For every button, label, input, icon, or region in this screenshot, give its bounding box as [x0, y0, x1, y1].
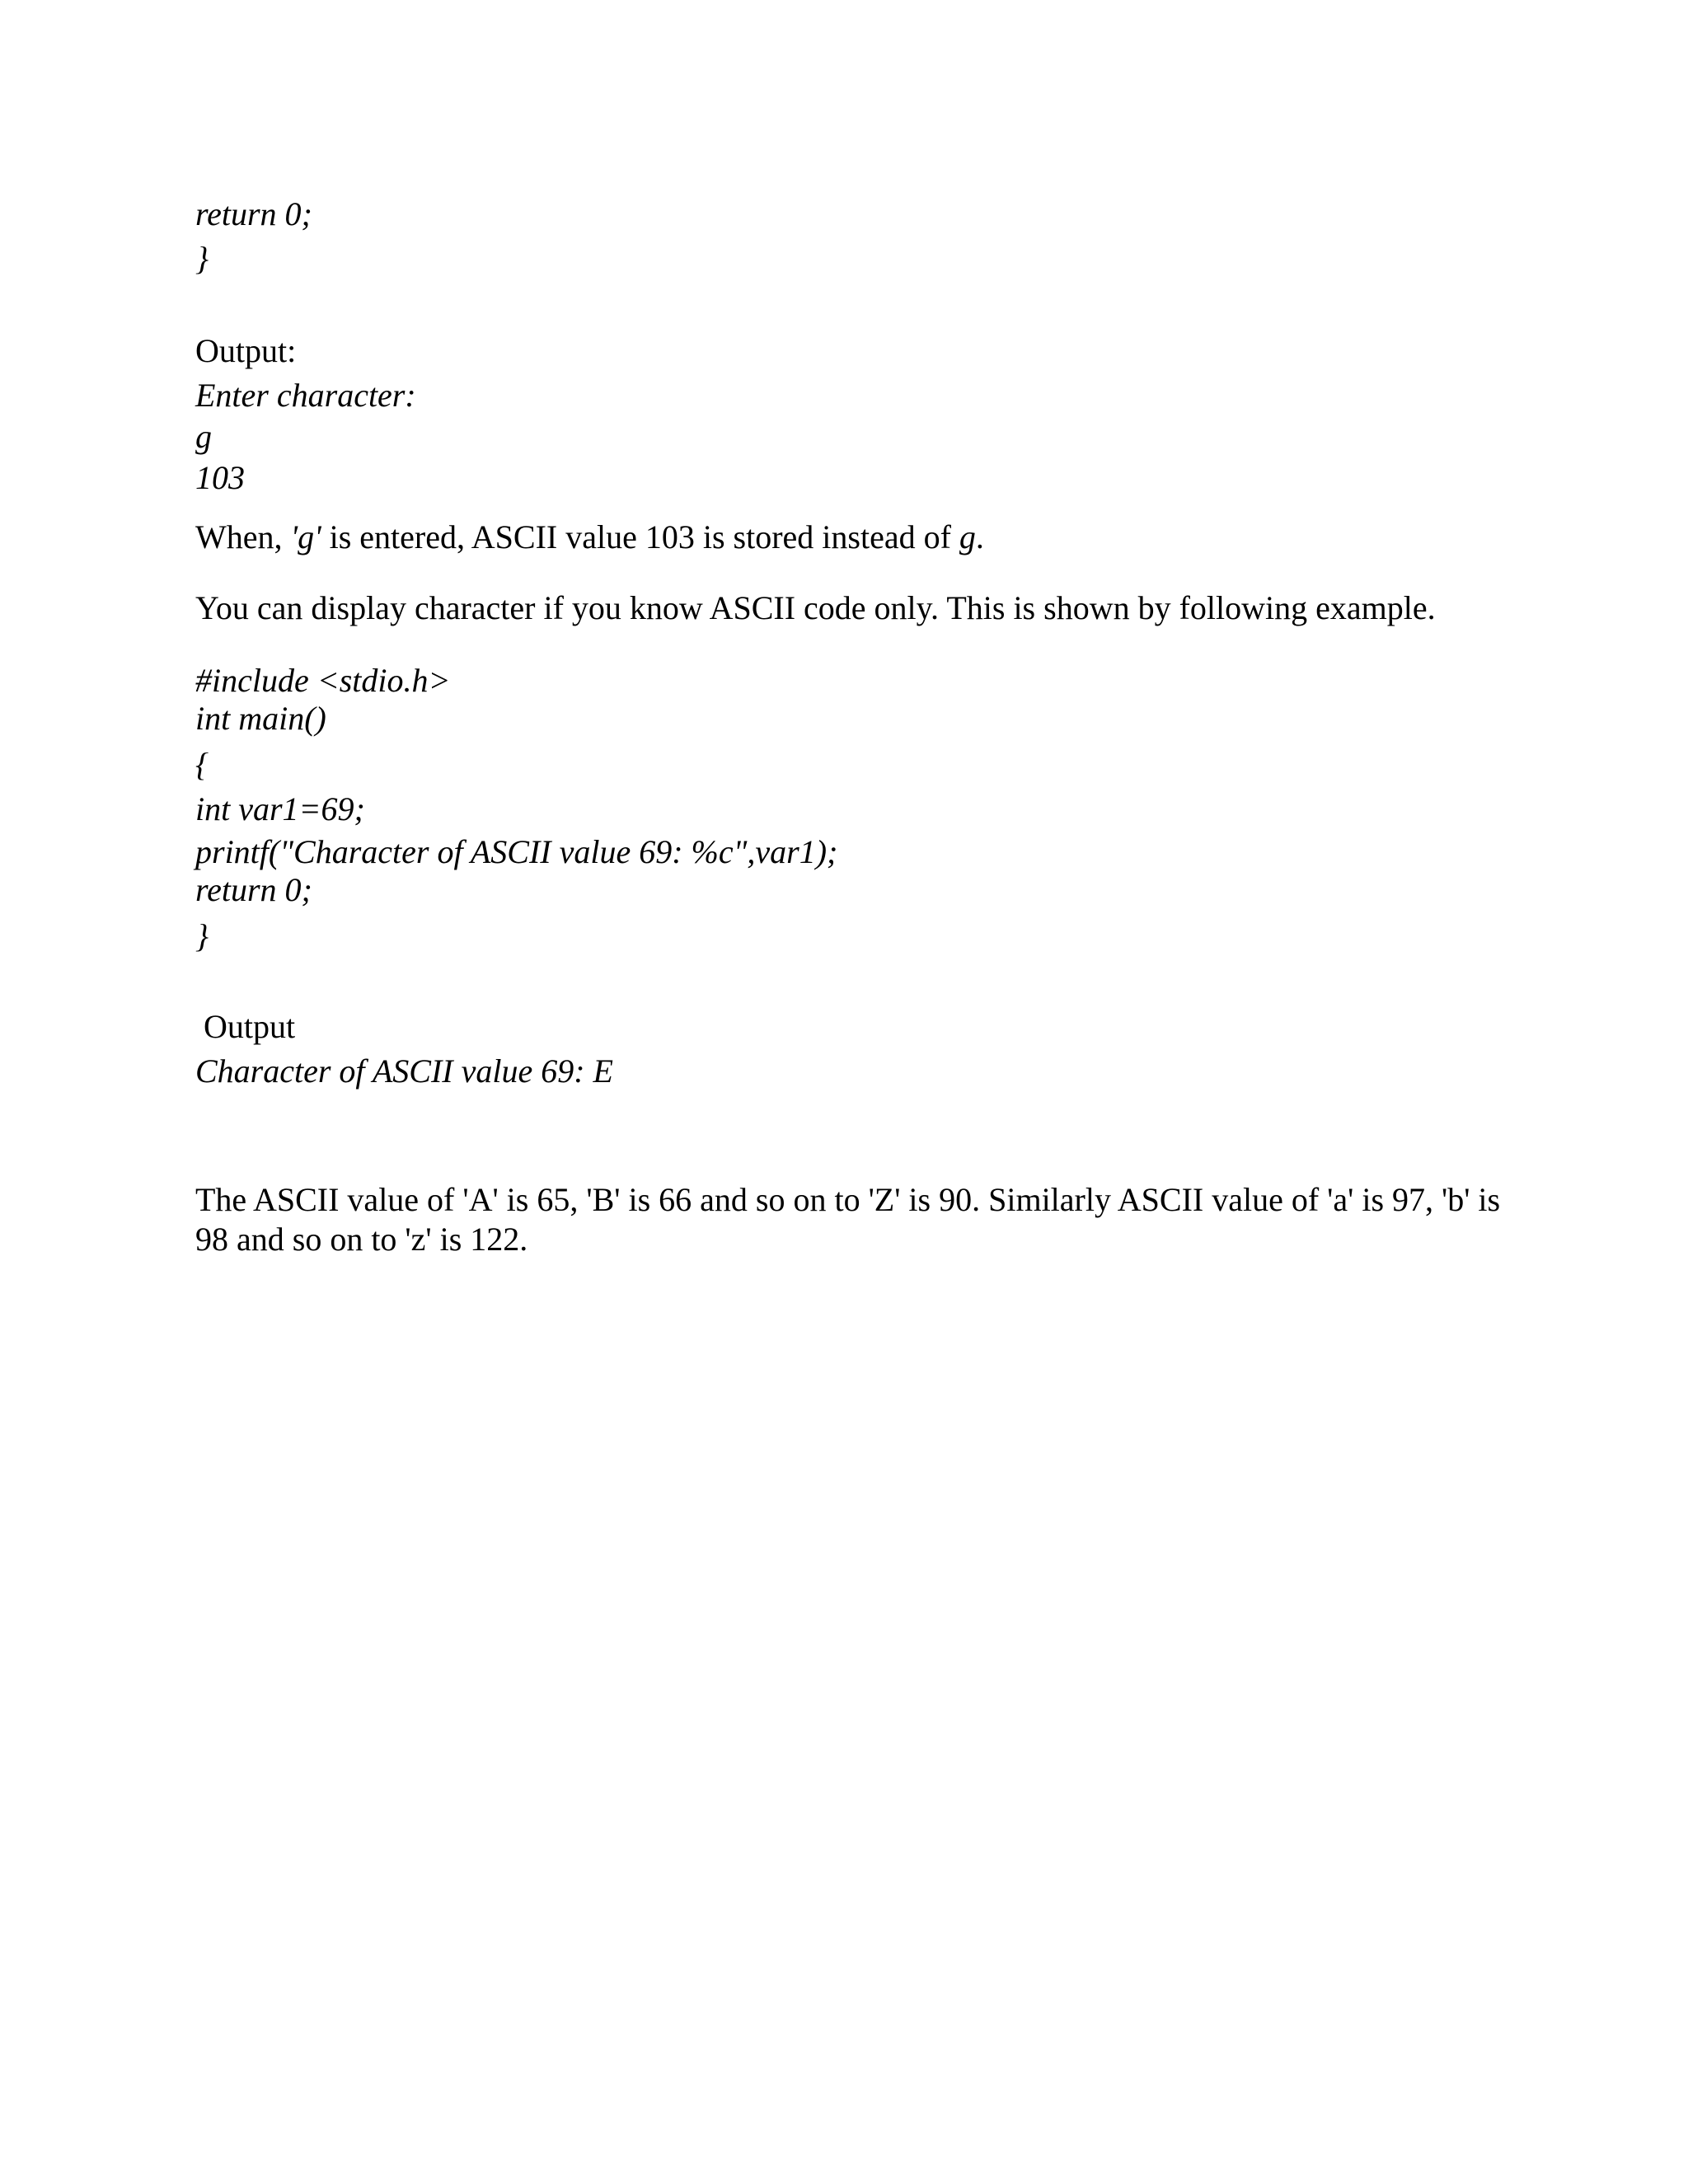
output-label: Output:: [195, 332, 297, 369]
example-code-declaration: int var1=69;: [195, 790, 365, 827]
explanation-text-1: When,: [195, 518, 291, 555]
output-2-line: Character of ASCII value 69: E: [195, 1052, 613, 1090]
example-code-open-brace: {: [195, 746, 209, 783]
output-2-label: Output: [195, 1008, 296, 1045]
explanation-char-quoted: 'g': [290, 518, 321, 555]
example-code-printf: printf("Character of ASCII value 69: %c",var1);: [195, 833, 838, 870]
example-code-include: #include <stdio.h>: [195, 662, 451, 699]
output-line-prompt: Enter character:: [195, 377, 416, 414]
explanation-paragraph: [195, 518, 984, 557]
summary-paragraph: The ASCII value of 'A' is 65, 'B' is 66 and so on to 'Z' is 90. Similarly ASCII value of 'a' is 97, 'b' is 98 and so on to 'z' is 122.: [195, 1181, 1501, 1258]
output-line-input: g: [195, 418, 212, 455]
intro-paragraph: You can display character if you know ASCII code only. This is shown by following example.: [195, 589, 1436, 626]
code-tail-return: return 0;: [195, 195, 312, 232]
example-code-main: int main(): [195, 700, 326, 737]
explanation-char: g: [959, 518, 976, 555]
code-tail-closing-brace: }: [195, 240, 209, 277]
example-code-close-brace: }: [195, 917, 209, 954]
output-line-value: 103: [195, 459, 245, 496]
explanation-text-2: is entered, ASCII value 103 is stored instead of: [321, 518, 959, 555]
example-code-return: return 0;: [195, 871, 312, 908]
explanation-period: .: [975, 518, 984, 555]
